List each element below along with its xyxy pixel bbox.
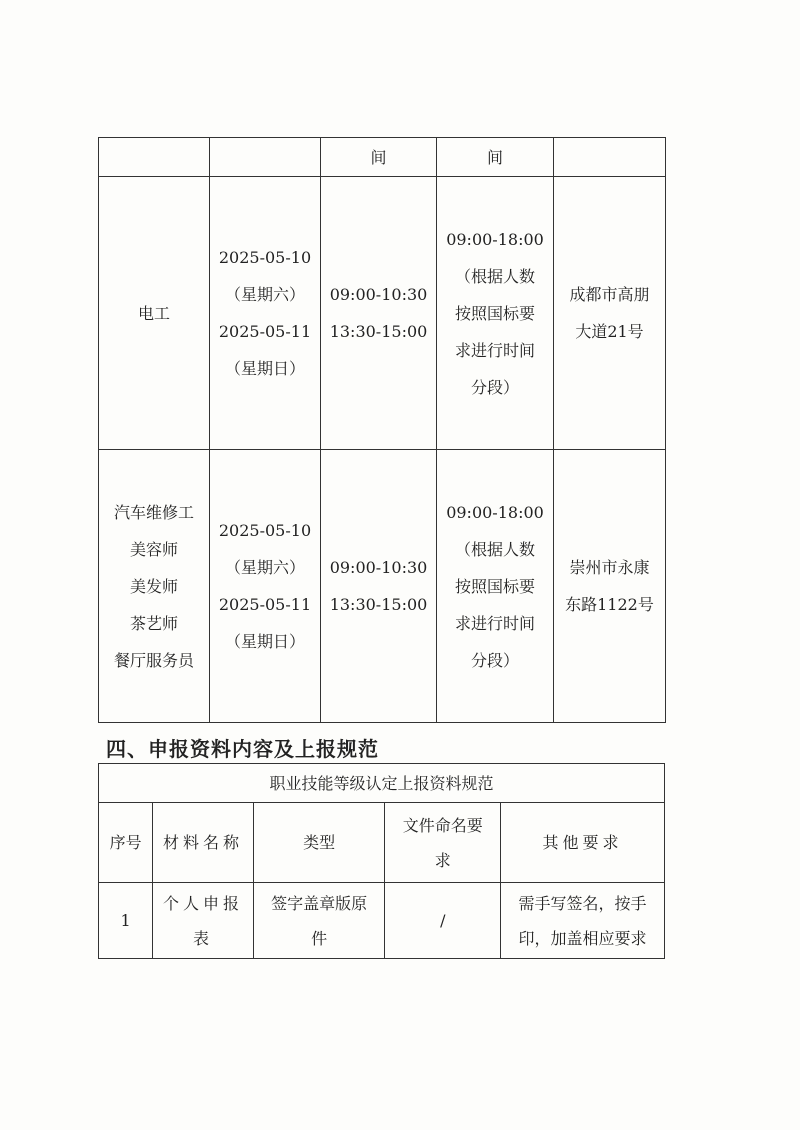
practical-time-cell [437,450,554,723]
table-row [99,450,666,723]
practical-time-line: 按照国标要 [454,576,535,596]
other-line: 需手写签名，按手 [518,893,647,913]
header-type: 类型 [253,803,385,883]
exam-schedule-table [98,137,666,723]
occupation: 美容师 [129,539,178,559]
date-line: （星期日） [224,359,305,378]
occupation: 茶艺师 [129,613,178,633]
type-line: 签字盖章版原 [271,893,368,913]
material-name-line: 个人申报 [163,893,244,913]
date-line: 2025-05-11 [218,322,312,341]
practical-time-line: 按照国标要 [454,303,535,323]
date-cell [210,450,321,723]
table-row [99,883,665,959]
date-line: 2025-05-10 [218,248,312,267]
spec-title-row [99,764,665,803]
location-cell [554,177,666,450]
practical-time-line: （根据人数 [454,266,535,286]
type-line: 件 [311,928,328,948]
material-name-line: 表 [193,928,214,948]
exam-time: 09:00-10:30 [329,558,428,577]
date-line: （星期六） [224,558,305,577]
row-type [253,883,385,959]
exam-time: 13:30-15:00 [329,322,428,341]
exam-time-cell [321,177,437,450]
practical-time-cell [437,177,554,450]
exam-time-cell [321,450,437,723]
header-cell-exam-time: 间 [321,138,437,177]
submission-spec-table [98,763,665,959]
practical-time-line: 09:00-18:00 [446,502,544,522]
location-cell [554,450,666,723]
occupation-cell [99,450,210,723]
practical-time-line: 求进行时间 [454,340,535,360]
location-line: 成都市高朋 [569,285,650,304]
header-cell-practical-time: 间 [437,138,554,177]
exam-time: 13:30-15:00 [329,595,428,614]
practical-time-line: 09:00-18:00 [446,229,544,249]
header-index: 序号 [99,803,153,883]
spec-header-row [99,803,665,883]
header-file-naming-line: 文件命名要 [402,815,483,835]
occupation: 餐厅服务员 [113,650,194,670]
header-other: 其他要求 [501,803,665,883]
row-file-naming: / [385,883,501,959]
exam-time: 09:00-10:30 [329,285,428,304]
occupation: 电工 [137,303,170,323]
location-line: 崇州市永康 [569,558,650,577]
header-material-name: 材料名称 [153,803,254,883]
date-line: （星期日） [224,632,305,651]
practical-time-line: 分段） [470,377,519,397]
spec-table-title: 职业技能等级认定上报资料规范 [99,764,665,803]
practical-time-line: 求进行时间 [454,613,535,633]
occupation: 汽车维修工 [113,502,194,522]
header-cell [554,138,666,177]
section-heading: 四、申报资料内容及上报规范 [106,737,379,761]
location-line: 大道21号 [575,322,644,341]
date-line: 2025-05-10 [218,521,312,540]
location-line: 东路1122号 [565,595,654,614]
row-material-name [153,883,254,959]
date-line: （星期六） [224,285,305,304]
other-line: 印，加盖相应要求 [518,928,647,948]
header-cell [99,138,210,177]
practical-time-line: （根据人数 [454,539,535,559]
schedule-header-row [99,138,666,177]
occupation-cell [99,177,210,450]
row-other [501,883,665,959]
occupation: 美发师 [129,576,178,596]
row-index: 1 [99,883,153,959]
practical-time-line: 分段） [470,650,519,670]
date-cell [210,177,321,450]
table-row [99,177,666,450]
header-file-naming [385,803,501,883]
date-line: 2025-05-11 [218,595,312,614]
header-cell [210,138,321,177]
header-file-naming-line: 求 [434,850,451,870]
